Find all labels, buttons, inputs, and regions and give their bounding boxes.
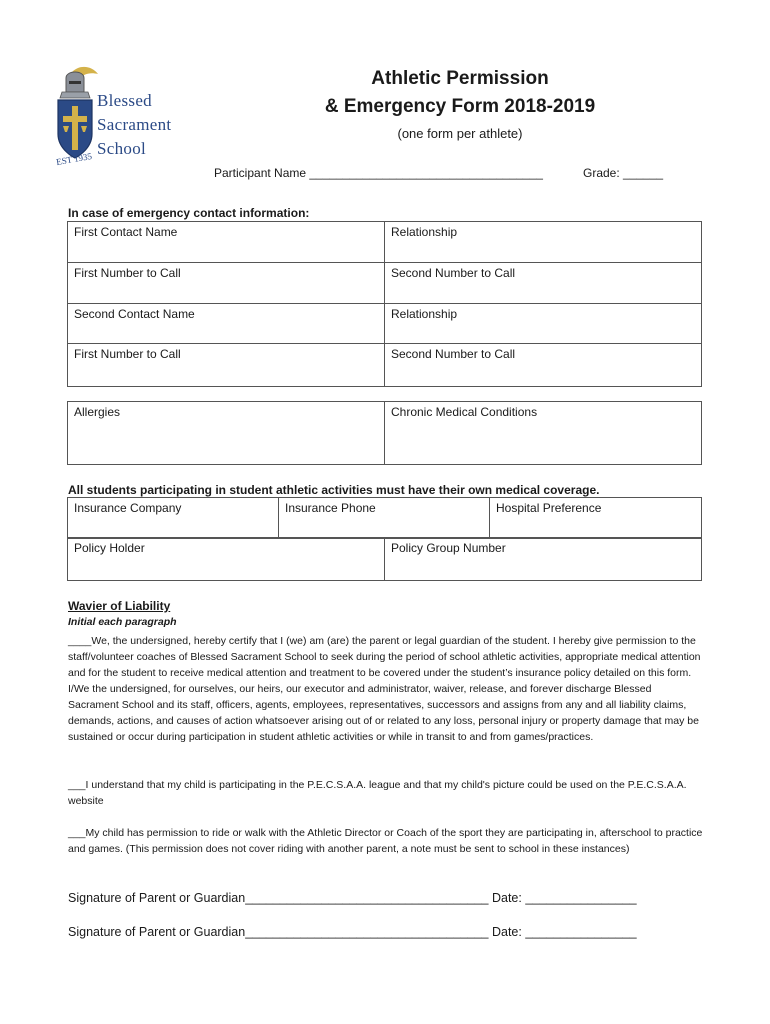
logo-established: EST 1935 <box>55 150 93 168</box>
waiver-paragraph-transport: ___My child has permission to ride or walk with the Athletic Director or Coach of the sport they are participating in, afterschool to practice and games. (This permission does not cover riding with another parent, a note must be sent to school in these instances) <box>68 827 703 855</box>
hospital-preference-cell[interactable]: Hospital Preference <box>490 498 702 539</box>
form-title-line2: & Emergency Form 2018-2019 <box>324 96 596 117</box>
signature-line-1[interactable]: Signature of Parent or Guardian___________________________________ Date: ________________ <box>68 891 637 905</box>
second-contact-number2-cell[interactable]: Second Number to Call <box>385 344 702 387</box>
second-relationship-cell[interactable]: Relationship <box>385 304 702 344</box>
waiver-paragraph-consent: ____We, the undersigned, hereby certify that I (we) am (are) the parent or legal guardian of the student. I hereby give permission to the staff/volunteer coaches of Blessed Sacrament School to seek during the period of school athletic activities, appropriate medical attention and for the student to receive medical attention and treatment to be covered under the student’s insurance policy detailed on this form. I/We the undersigned, for ourselves, our heirs, our executor and administrator, waiver, release, and forever discharge Blessed Sacrament School and its staff, officers, agents, employees, representatives, successors and assigns from any and all liability claims, demands, actions, and causes of action whatsoever arising out of or related to any loss, personal injury or property damage that may be sustained or occur during participation in student athletic activities or while in transit to and from games/practices. <box>68 635 701 743</box>
allergies-cell[interactable]: Allergies <box>68 402 385 465</box>
emergency-contact-table <box>67 221 702 387</box>
second-contact-name-cell[interactable]: Second Contact Name <box>68 304 385 344</box>
policy-group-cell[interactable]: Policy Group Number <box>385 538 702 581</box>
emergency-heading: In case of emergency contact information: <box>68 206 310 220</box>
participant-name-field[interactable]: Participant Name ___________________________________ <box>214 166 543 180</box>
grade-field[interactable]: Grade: ______ <box>583 166 664 180</box>
waiver-paragraph-league: ___I understand that my child is participating in the P.E.C.S.A.A. league and that my child's picture could be used on the P.E.C.S.A.A. website <box>68 779 687 807</box>
logo-line-school: School <box>97 139 147 158</box>
first-contact-number2-cell[interactable]: Second Number to Call <box>385 263 702 304</box>
logo-line-blessed: Blessed <box>97 91 152 110</box>
form-title-line1: Athletic Permission <box>371 68 549 89</box>
signature-line-2[interactable]: Signature of Parent or Guardian___________________________________ Date: ________________ <box>68 925 637 939</box>
form-subtitle: (one form per athlete) <box>397 126 523 141</box>
policy-holder-cell[interactable]: Policy Holder <box>68 538 385 581</box>
medical-table <box>67 401 702 465</box>
first-relationship-cell[interactable]: Relationship <box>385 222 702 263</box>
waiver-heading: Wavier of Liability <box>68 599 171 613</box>
first-contact-name-cell[interactable]: First Contact Name <box>68 222 385 263</box>
waiver-instruction: Initial each paragraph <box>68 616 177 628</box>
insurance-table-row2 <box>67 537 702 581</box>
insurance-company-cell[interactable]: Insurance Company <box>68 498 279 539</box>
second-contact-number1-cell[interactable]: First Number to Call <box>68 344 385 387</box>
logo-line-sacrament: Sacrament <box>97 115 172 134</box>
first-contact-number1-cell[interactable]: First Number to Call <box>68 263 385 304</box>
insurance-heading: All students participating in student athletic activities must have their own medical coverage. <box>68 483 600 497</box>
insurance-phone-cell[interactable]: Insurance Phone <box>279 498 490 539</box>
chronic-conditions-cell[interactable]: Chronic Medical Conditions <box>385 402 702 465</box>
insurance-table-row1 <box>67 497 702 539</box>
